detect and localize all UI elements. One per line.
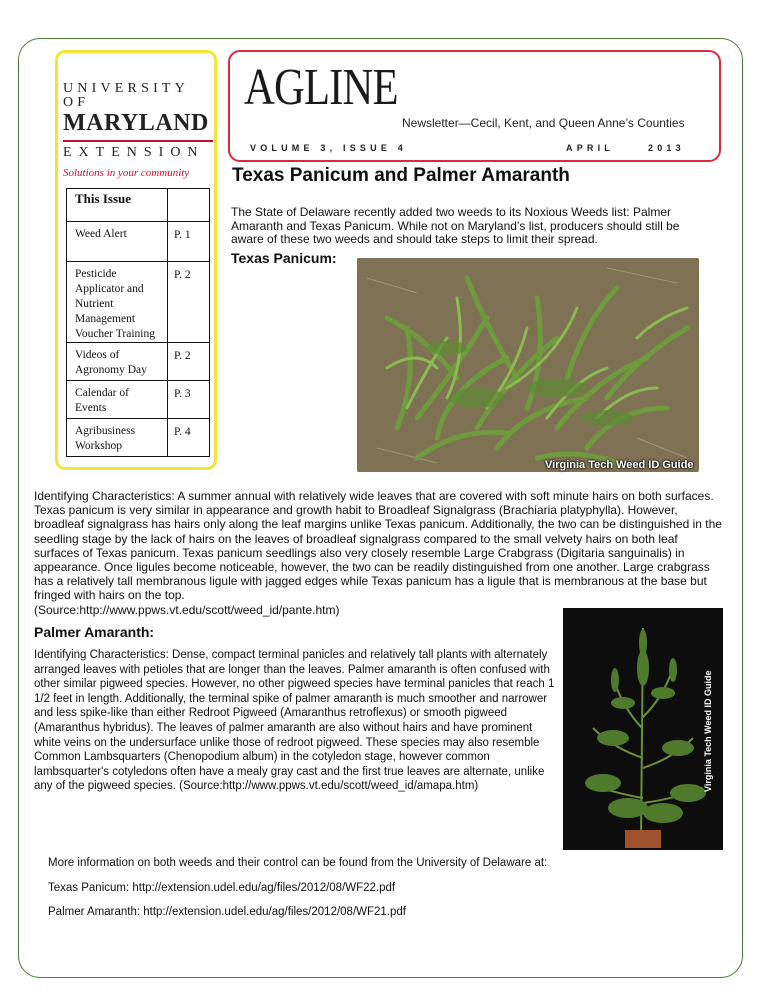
palmer-amaranth-body: Identifying Characteristics: Dense, compact terminal panicles and relatively tall plants with alternately arranged leaves with petioles that are longer than the leaves. Palmer amaranth is often confused with other similar pigweed species. However, no other pigweed species have terminal panicles that reach 1 1/2 feet in length. Additionally, the terminal spike of palmer amaranth is much smoother and narrower and less spike-like than either Redroot Pigweed (Amaranthus retroflexus) or smooth pigweed (Amaranthus hybridus). The leaves of palmer amaranth are also without hairs and have prominent white veins on the undersurface unlike those of redroot pigweed. These species may also resemble Common Lambsquarters (Chenopodium album) in the cotyledon stage, however common lambsquarter's cotyledons often have a mealy gray cast and the first true leaves are alternate, unlike any of the pigweed species. (Source:http://www.ppws.vt.edu/scott/weed_id/amapa.htm) bbox=[34, 649, 555, 793]
logo-tagline: Solutions in your community bbox=[63, 167, 190, 179]
palmer-amaranth-photo-art bbox=[563, 608, 723, 850]
volume-issue: VOLUME 3, ISSUE 4 bbox=[250, 143, 407, 153]
palmer-photo-credit-wrap bbox=[703, 612, 717, 792]
texas-panicum-heading: Texas Panicum: bbox=[231, 250, 337, 266]
palmer-amaranth-link[interactable]: Palmer Amaranth: http://extension.udel.edu/ag/files/2012/08/WF21.pdf bbox=[48, 906, 406, 918]
toc-topic: Pesticide Applicator and Nutrient Management Voucher Training bbox=[67, 262, 168, 343]
texas-panicum-photo-art bbox=[357, 258, 699, 472]
toc-row[interactable] bbox=[67, 381, 210, 419]
logo-line-maryland: MARYLAND bbox=[63, 110, 209, 136]
logo-line-university: UNIVERSITY OF bbox=[63, 81, 189, 110]
toc-row[interactable] bbox=[67, 419, 210, 457]
toc-page: P. 2 bbox=[168, 343, 210, 381]
logo-divider bbox=[63, 140, 213, 142]
more-info-text: More information on both weeds and their control can be found from the University of Delaware at: bbox=[48, 857, 548, 869]
logo-line-extension: EXTENSION bbox=[63, 145, 205, 160]
issue-month: APRIL bbox=[566, 143, 614, 153]
article-intro: The State of Delaware recently added two weeds to its Noxious Weeds list: Palmer Amaranth and Texas Panicum. While not on Maryland’s list, producers should still be aware of these two weeds and should take steps to limit their spread. bbox=[231, 205, 680, 246]
toc-topic: Videos of Agronomy Day bbox=[67, 343, 168, 381]
texas-panicum-description bbox=[34, 489, 724, 617]
texas-panicum-source: (Source:http://www.ppws.vt.edu/scott/weed_id/pante.htm) bbox=[34, 602, 340, 617]
toc-page: P. 2 bbox=[168, 262, 210, 343]
article-title: Texas Panicum and Palmer Amaranth bbox=[232, 165, 570, 186]
toc-topic: Weed Alert bbox=[67, 222, 168, 262]
toc-topic: Calendar of Events bbox=[67, 381, 168, 419]
texas-photo-credit: Virginia Tech Weed ID Guide bbox=[545, 459, 694, 471]
toc-page: P. 3 bbox=[168, 381, 210, 419]
toc-topic: Agribusiness Workshop bbox=[67, 419, 168, 457]
palmer-amaranth-heading: Palmer Amaranth: bbox=[34, 624, 155, 640]
toc-row[interactable] bbox=[67, 343, 210, 381]
more-info-box bbox=[34, 847, 724, 947]
texas-panicum-link[interactable]: Texas Panicum: http://extension.udel.edu/ag/files/2012/08/WF22.pdf bbox=[48, 882, 396, 894]
toc-heading: This Issue bbox=[67, 189, 168, 222]
palmer-photo-credit: Virginia Tech Weed ID Guide bbox=[703, 670, 713, 792]
texas-panicum-body: Identifying Characteristics: A summer annual with relatively wide leaves that are covered with soft minute hairs on both surfaces. Texas panicum is very similar in appearance and growth habit to Broadleaf Signalgrass (Brachiaria platyphylla). However, broadleaf signalgrass has hairs only along the leaf margins unlike Texas panicum. Additionally, the two can be distinguished in the seedling stage by the lack of hairs on the leaves of broadleaf signalgrass compared to the small velvety hairs on both leaf surfaces of Texas panicum. Texas panicum seedlings also very closely resemble Large Crabgrass (Digitaria sanguinalis) in appearance. Once ligules become noticeable, however, the two can be readily distinguished from one another. Large crabgrass has a relatively tall membranous ligule with jagged edges while Texas panicum has a ligule that is membranous at the base but fringed with hairs on the top. bbox=[34, 489, 722, 603]
table-of-contents bbox=[66, 188, 210, 457]
palmer-amaranth-photo bbox=[563, 608, 723, 850]
toc-page: P. 1 bbox=[168, 222, 210, 262]
toc-page: P. 4 bbox=[168, 419, 210, 457]
toc-row[interactable] bbox=[67, 222, 210, 262]
toc-heading-blank bbox=[168, 189, 210, 222]
university-logo bbox=[63, 82, 213, 179]
texas-panicum-photo bbox=[357, 258, 699, 472]
newsletter-title: AGLINE bbox=[244, 59, 398, 116]
issue-year: 2013 bbox=[648, 143, 685, 153]
toc-row[interactable] bbox=[67, 262, 210, 343]
newsletter-subtitle: Newsletter—Cecil, Kent, and Queen Anne’s Counties bbox=[402, 116, 685, 130]
